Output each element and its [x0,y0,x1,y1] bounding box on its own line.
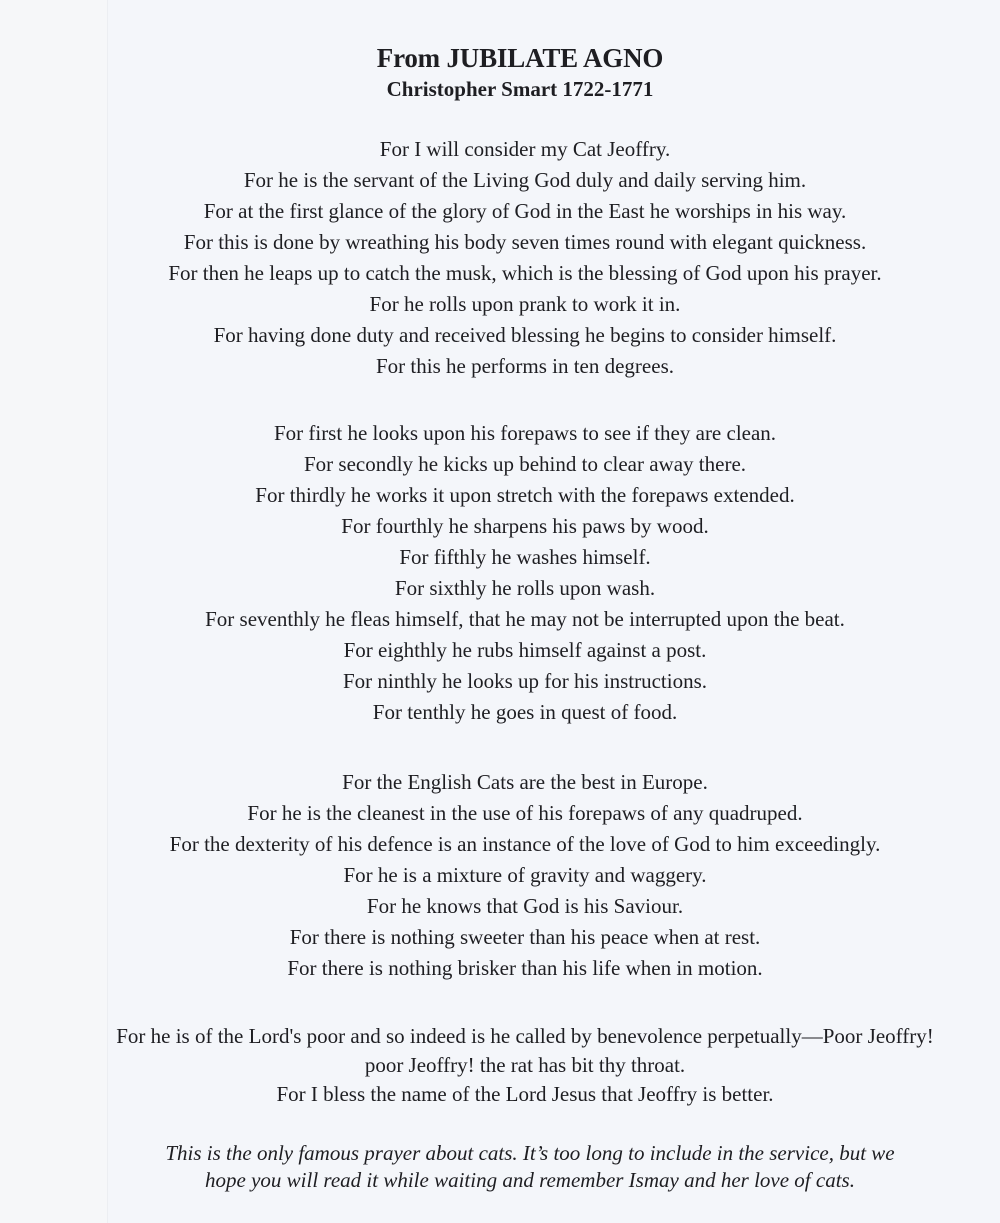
poem-line: For he is the servant of the Living God duly and daily serving him. [243,168,807,192]
poem-line: For having done duty and received blessing he begins to consider himself. [213,323,837,347]
note-line: hope you will read it while waiting and remember Ismay and her love of cats. [205,1168,855,1192]
poem-title: From JUBILATE AGNO [376,43,664,73]
poem-line: For then he leaps up to catch the musk, which is the blessing of God upon his prayer. [168,261,882,285]
poem-line: For he rolls upon prank to work it in. [369,292,681,316]
note-line: This is the only famous prayer about cats. It’s too long to include in the service, but we [165,1141,895,1165]
poem-line: For first he looks upon his forepaws to see if they are clean. [273,421,777,445]
poem-line: For he is of the Lord's poor and so indeed is he called by benevolence perpetually—Poor Jeoffry! poor Jeoffry! the rat has bit thy throat. [116,1024,934,1077]
poem-line: For he is the cleanest in the use of his forepaws of any quadruped. [247,801,803,825]
poem-line: For thirdly he works it upon stretch with the forepaws extended. [255,483,795,507]
poem-line: For the English Cats are the best in Europe. [342,770,708,794]
poem-line: For the dexterity of his defence is an instance of the love of God to him exceedingly. [169,832,881,856]
poem-line: For fifthly he washes himself. [399,545,651,569]
poem-line: For secondly he kicks up behind to clear away there. [303,452,747,476]
poem-line: For there is nothing brisker than his life when in motion. [287,956,763,980]
poem-line: For tenthly he goes in quest of food. [372,700,678,724]
poem-line: For seventhly he fleas himself, that he may not be interrupted upon the beat. [205,607,845,631]
closing-note [0,1140,1000,1194]
poem-line: For I will consider my Cat Jeoffry. [379,137,671,161]
poem-line: For he knows that God is his Saviour. [366,894,684,918]
poem-line: For this he performs in ten degrees. [375,354,674,378]
stanza-4 [0,1022,1000,1109]
poem-line: For at the first glance of the glory of God in the East he worships in his way. [203,199,847,223]
stanza-2 [0,418,1000,728]
poem-line: For sixthly he rolls upon wash. [394,576,656,600]
poem-line: For fourthly he sharpens his paws by wood. [341,514,709,538]
stanza-1 [0,134,1000,382]
poem-line: For he is a mixture of gravity and waggery. [343,863,707,887]
stanza-3 [0,767,1000,984]
poem-line: For there is nothing sweeter than his peace when at rest. [289,925,761,949]
poem-line: For ninthly he looks up for his instructions. [343,669,707,693]
poem-line: For eighthly he rubs himself against a post. [343,638,707,662]
poem-line: For I bless the name of the Lord Jesus that Jeoffry is better. [276,1082,774,1106]
poem-line: For this is done by wreathing his body seven times round with elegant quickness. [183,230,867,254]
poem-author: Christopher Smart 1722-1771 [386,77,654,101]
